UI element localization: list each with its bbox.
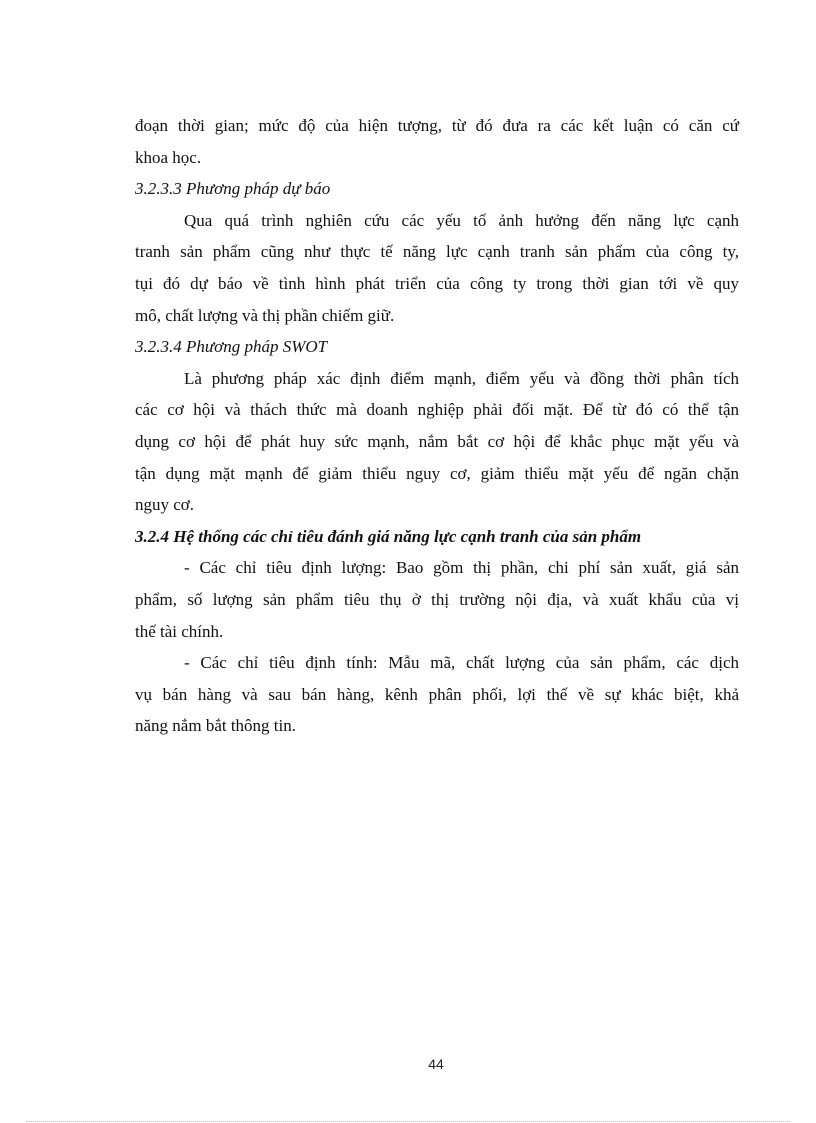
text-line: các cơ hội và thách thức mà doanh nghiệp phải đối mặt. Để từ đó có thể tận [135,400,739,420]
text-line: khoa học. [135,147,202,167]
text-line: năng nắm bắt thông tin. [135,716,297,736]
section-heading-324: 3.2.4 Hệ thống các chỉ tiêu đánh giá năng lực cạnh tranh của sản phẩm [135,526,642,546]
paragraph [135,363,739,521]
text-line: phẩm, số lượng sản phẩm tiêu thụ ở thị trường nội địa, và xuất khẩu của vị [135,589,739,609]
paragraph [135,205,739,331]
text-line: - Các chỉ tiêu định lượng: Bao gồm thị phần, chi phí sản xuất, giá sản [184,558,739,578]
text-line: thế tài chính. [135,621,224,641]
text-line: đoạn thời gian; mức độ của hiện tượng, từ đó đưa ra các kết luận có căn cứ [135,116,739,135]
page-bottom-divider [26,1121,790,1122]
text-line: - Các chỉ tiêu định tính: Mẫu mã, chất lượng của sản phẩm, các dịch [184,653,739,673]
paragraph [135,647,739,742]
text-line: tranh sản phẩm cũng như thực tế năng lực cạnh tranh sản phẩm của công ty, [135,242,739,262]
text-line: mô, chất lượng và thị phần chiếm giữ. [135,305,395,325]
document-body [135,110,739,742]
text-line: Là phương pháp xác định điểm mạnh, điểm yếu và đồng thời phân tích [184,368,739,388]
text-line: tụi đó dự báo về tình hình phát triển của công ty trong thời gian tới về quy [135,273,739,293]
text-line: vụ bán hàng và sau bán hàng, kênh phân phối, lợi thế về sự khác biệt, khả [135,684,739,704]
section-heading-3233: 3.2.3.3 Phương pháp dự báo [135,179,331,199]
section-heading-3234: 3.2.3.4 Phương pháp SWOT [135,337,328,357]
paragraph [135,552,739,647]
text-line: nguy cơ. [135,495,195,515]
text-line: dụng cơ hội để phát huy sức mạnh, nắm bắt cơ hội để khắc phục mặt yếu và [135,431,739,451]
text-line: tận dụng mặt mạnh để giảm thiểu nguy cơ, giảm thiểu mặt yếu để ngăn chặn [135,463,739,483]
text-line: Qua quá trình nghiên cứu các yếu tố ảnh hưởng đến năng lực cạnh [184,210,739,230]
paragraph [135,110,739,173]
page-number: 44 [428,1056,444,1072]
